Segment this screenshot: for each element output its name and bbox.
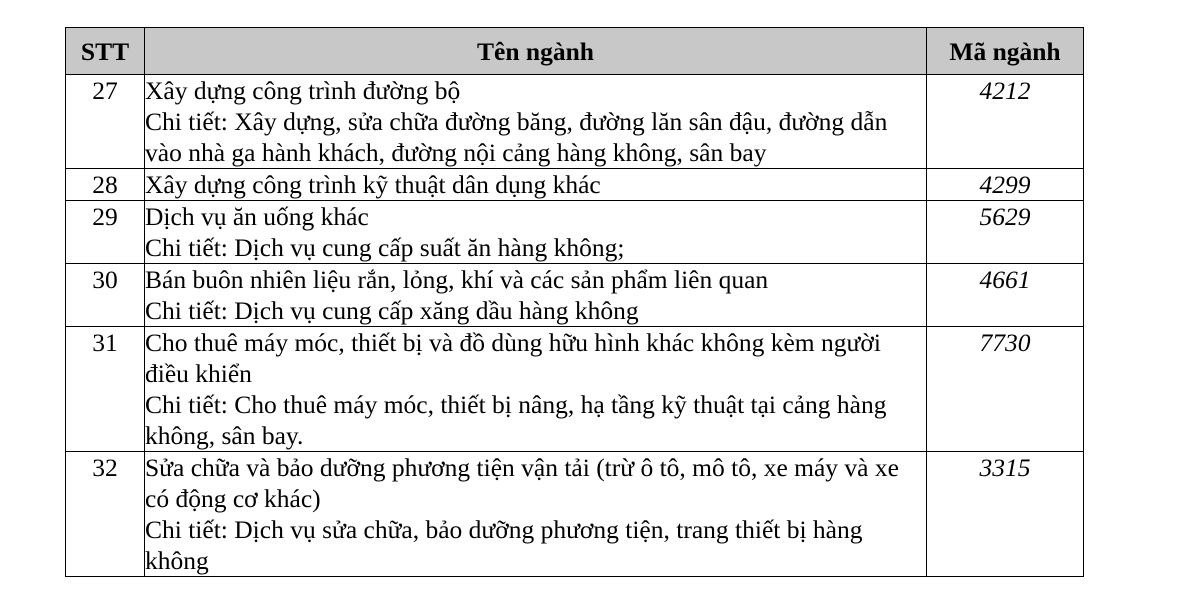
row-stt: 28 bbox=[66, 169, 145, 201]
table-row bbox=[66, 264, 1084, 327]
row-stt: 29 bbox=[66, 201, 145, 264]
row-industry-code: 7730 bbox=[927, 327, 1084, 452]
table-row bbox=[66, 75, 1084, 169]
header-stt: STT bbox=[66, 28, 145, 75]
row-industry-code: 4212 bbox=[927, 75, 1084, 169]
row-line: Cho thuê máy móc, thiết bị và đồ dùng hữu hình khác không kèm người điều khiển bbox=[145, 328, 881, 388]
row-industry-code: 4661 bbox=[927, 264, 1084, 327]
row-industry-name bbox=[145, 201, 927, 264]
row-industry-name bbox=[145, 75, 927, 169]
table-row bbox=[66, 201, 1084, 264]
row-line: Chi tiết: Dịch vụ sửa chữa, bảo dưỡng phương tiện, trang thiết bị hàng không bbox=[145, 515, 863, 575]
row-line: Dịch vụ ăn uống khác bbox=[145, 202, 369, 231]
row-industry-name bbox=[145, 452, 927, 577]
header-industry-name: Tên ngành bbox=[145, 28, 927, 75]
row-line: Chi tiết: Dịch vụ cung cấp suất ăn hàng không; bbox=[145, 233, 625, 262]
row-industry-code: 4299 bbox=[927, 169, 1084, 201]
row-line: Chi tiết: Cho thuê máy móc, thiết bị nâng, hạ tầng kỹ thuật tại cảng hàng không, sân bay. bbox=[145, 390, 887, 450]
row-line: Xây dựng công trình đường bộ bbox=[145, 76, 461, 105]
row-stt: 31 bbox=[66, 327, 145, 452]
table-header-row bbox=[66, 28, 1084, 75]
industry-table bbox=[65, 27, 1084, 577]
row-line: Xây dựng công trình kỹ thuật dân dụng khác bbox=[145, 170, 601, 199]
row-industry-code: 5629 bbox=[927, 201, 1084, 264]
row-industry-code: 3315 bbox=[927, 452, 1084, 577]
header-industry-code: Mã ngành bbox=[927, 28, 1084, 75]
table-row bbox=[66, 327, 1084, 452]
row-line: Chi tiết: Xây dựng, sửa chữa đường băng, đường lăn sân đậu, đường dẫn vào nhà ga hành khách, đường nội cảng hàng không, sân bay bbox=[145, 107, 888, 167]
table-row bbox=[66, 169, 1084, 201]
row-line: Chi tiết: Dịch vụ cung cấp xăng dầu hàng không bbox=[145, 296, 639, 325]
row-line: Bán buôn nhiên liệu rắn, lỏng, khí và các sản phẩm liên quan bbox=[145, 265, 769, 294]
row-stt: 32 bbox=[66, 452, 145, 577]
row-stt: 30 bbox=[66, 264, 145, 327]
table-row bbox=[66, 452, 1084, 577]
row-industry-name bbox=[145, 169, 927, 201]
row-line: Sửa chữa và bảo dưỡng phương tiện vận tải (trừ ô tô, mô tô, xe máy và xe có động cơ khác) bbox=[145, 453, 899, 513]
row-industry-name bbox=[145, 327, 927, 452]
row-stt: 27 bbox=[66, 75, 145, 169]
row-industry-name bbox=[145, 264, 927, 327]
